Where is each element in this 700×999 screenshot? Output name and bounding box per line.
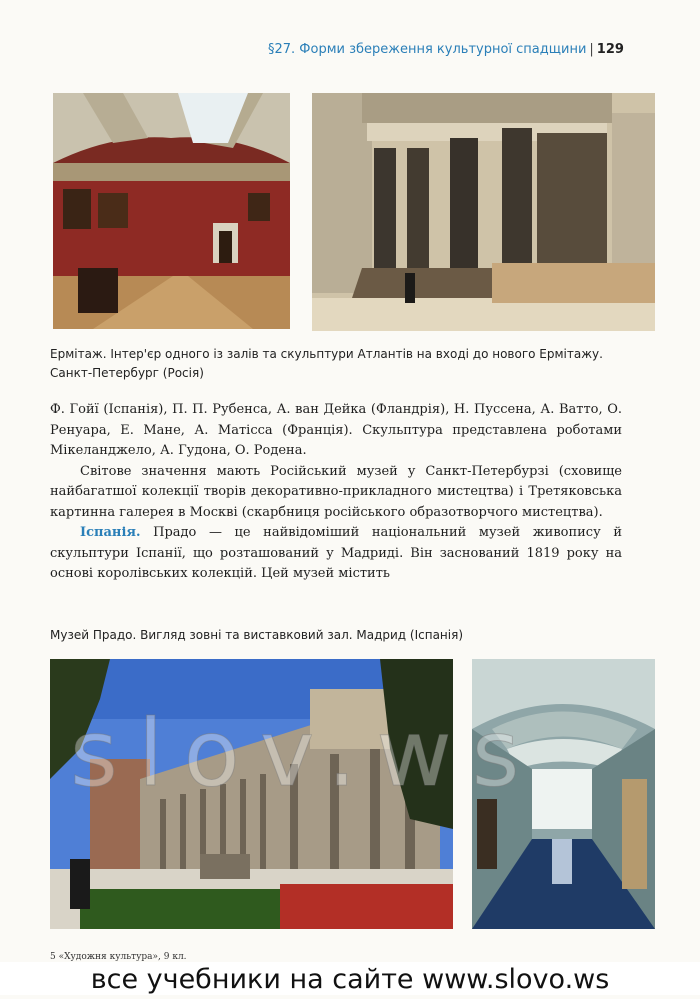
running-header <box>268 42 638 57</box>
atlantes-portico-image <box>312 93 655 331</box>
watermark-text: slov.ws <box>70 700 540 807</box>
paragraph-artists: Ф. Гойї (Іспанія), П. П. Рубенса, А. ван Дейка (Фландрія), Н. Пуссена, А. Ватто, О. Ренуара, Е. Мане, А. Матісса (Франція). Скульптура представлена роботами Мікеланджело, А. Гудона, О. Родена. <box>50 402 622 458</box>
prado-exterior-photo <box>50 659 453 929</box>
prado-caption: Музей Прадо. Вигляд зовні та виставковий зал. Мадрид (Іспанія) <box>50 628 463 642</box>
page-number: 129 <box>596 42 624 57</box>
section-title: §27. Форми збереження культурної спадщини <box>268 42 587 57</box>
paragraph-spain-text: Прадо — це найвідоміший національний музей живопису й скульптури Іспанії, що розташований у Мадриді. Він заснований 1819 року на основі королівських колекцій. Цей музей містить <box>50 525 622 581</box>
header-divider: | <box>589 42 594 57</box>
footer-banner: все учебники на сайте www.slovo.ws <box>0 962 700 995</box>
caption-line-2: Санкт-Петербург (Росія) <box>50 366 204 380</box>
footer-note: 5 «Художня культура», 9 кл. <box>50 952 187 962</box>
prado-exterior-image <box>50 659 453 929</box>
hermitage-interior-image <box>53 93 290 329</box>
top-images-caption <box>50 345 670 383</box>
body-text <box>50 400 622 585</box>
prado-gallery-photo <box>472 659 655 929</box>
prado-gallery-image <box>472 659 655 929</box>
paragraph-russian-museums: Світове значення мають Російський музей у Санкт-Петербурзі (сховище найбагатшої колекції творів декоративно-прикладного мистецтва) і Третяковська картинна галерея в Москві (скарбниця російського образотворчого мистецтва). <box>50 463 622 520</box>
atlantes-portico-photo <box>312 93 655 331</box>
hermitage-interior-photo <box>53 93 290 329</box>
caption-line-1: Ермітаж. Інтер'єр одного із залів та скульптури Атлантів на вході до нового Ермітажу. <box>50 347 603 361</box>
country-heading-spain: Іспанія. <box>80 525 141 540</box>
paragraph-spain <box>50 523 622 585</box>
